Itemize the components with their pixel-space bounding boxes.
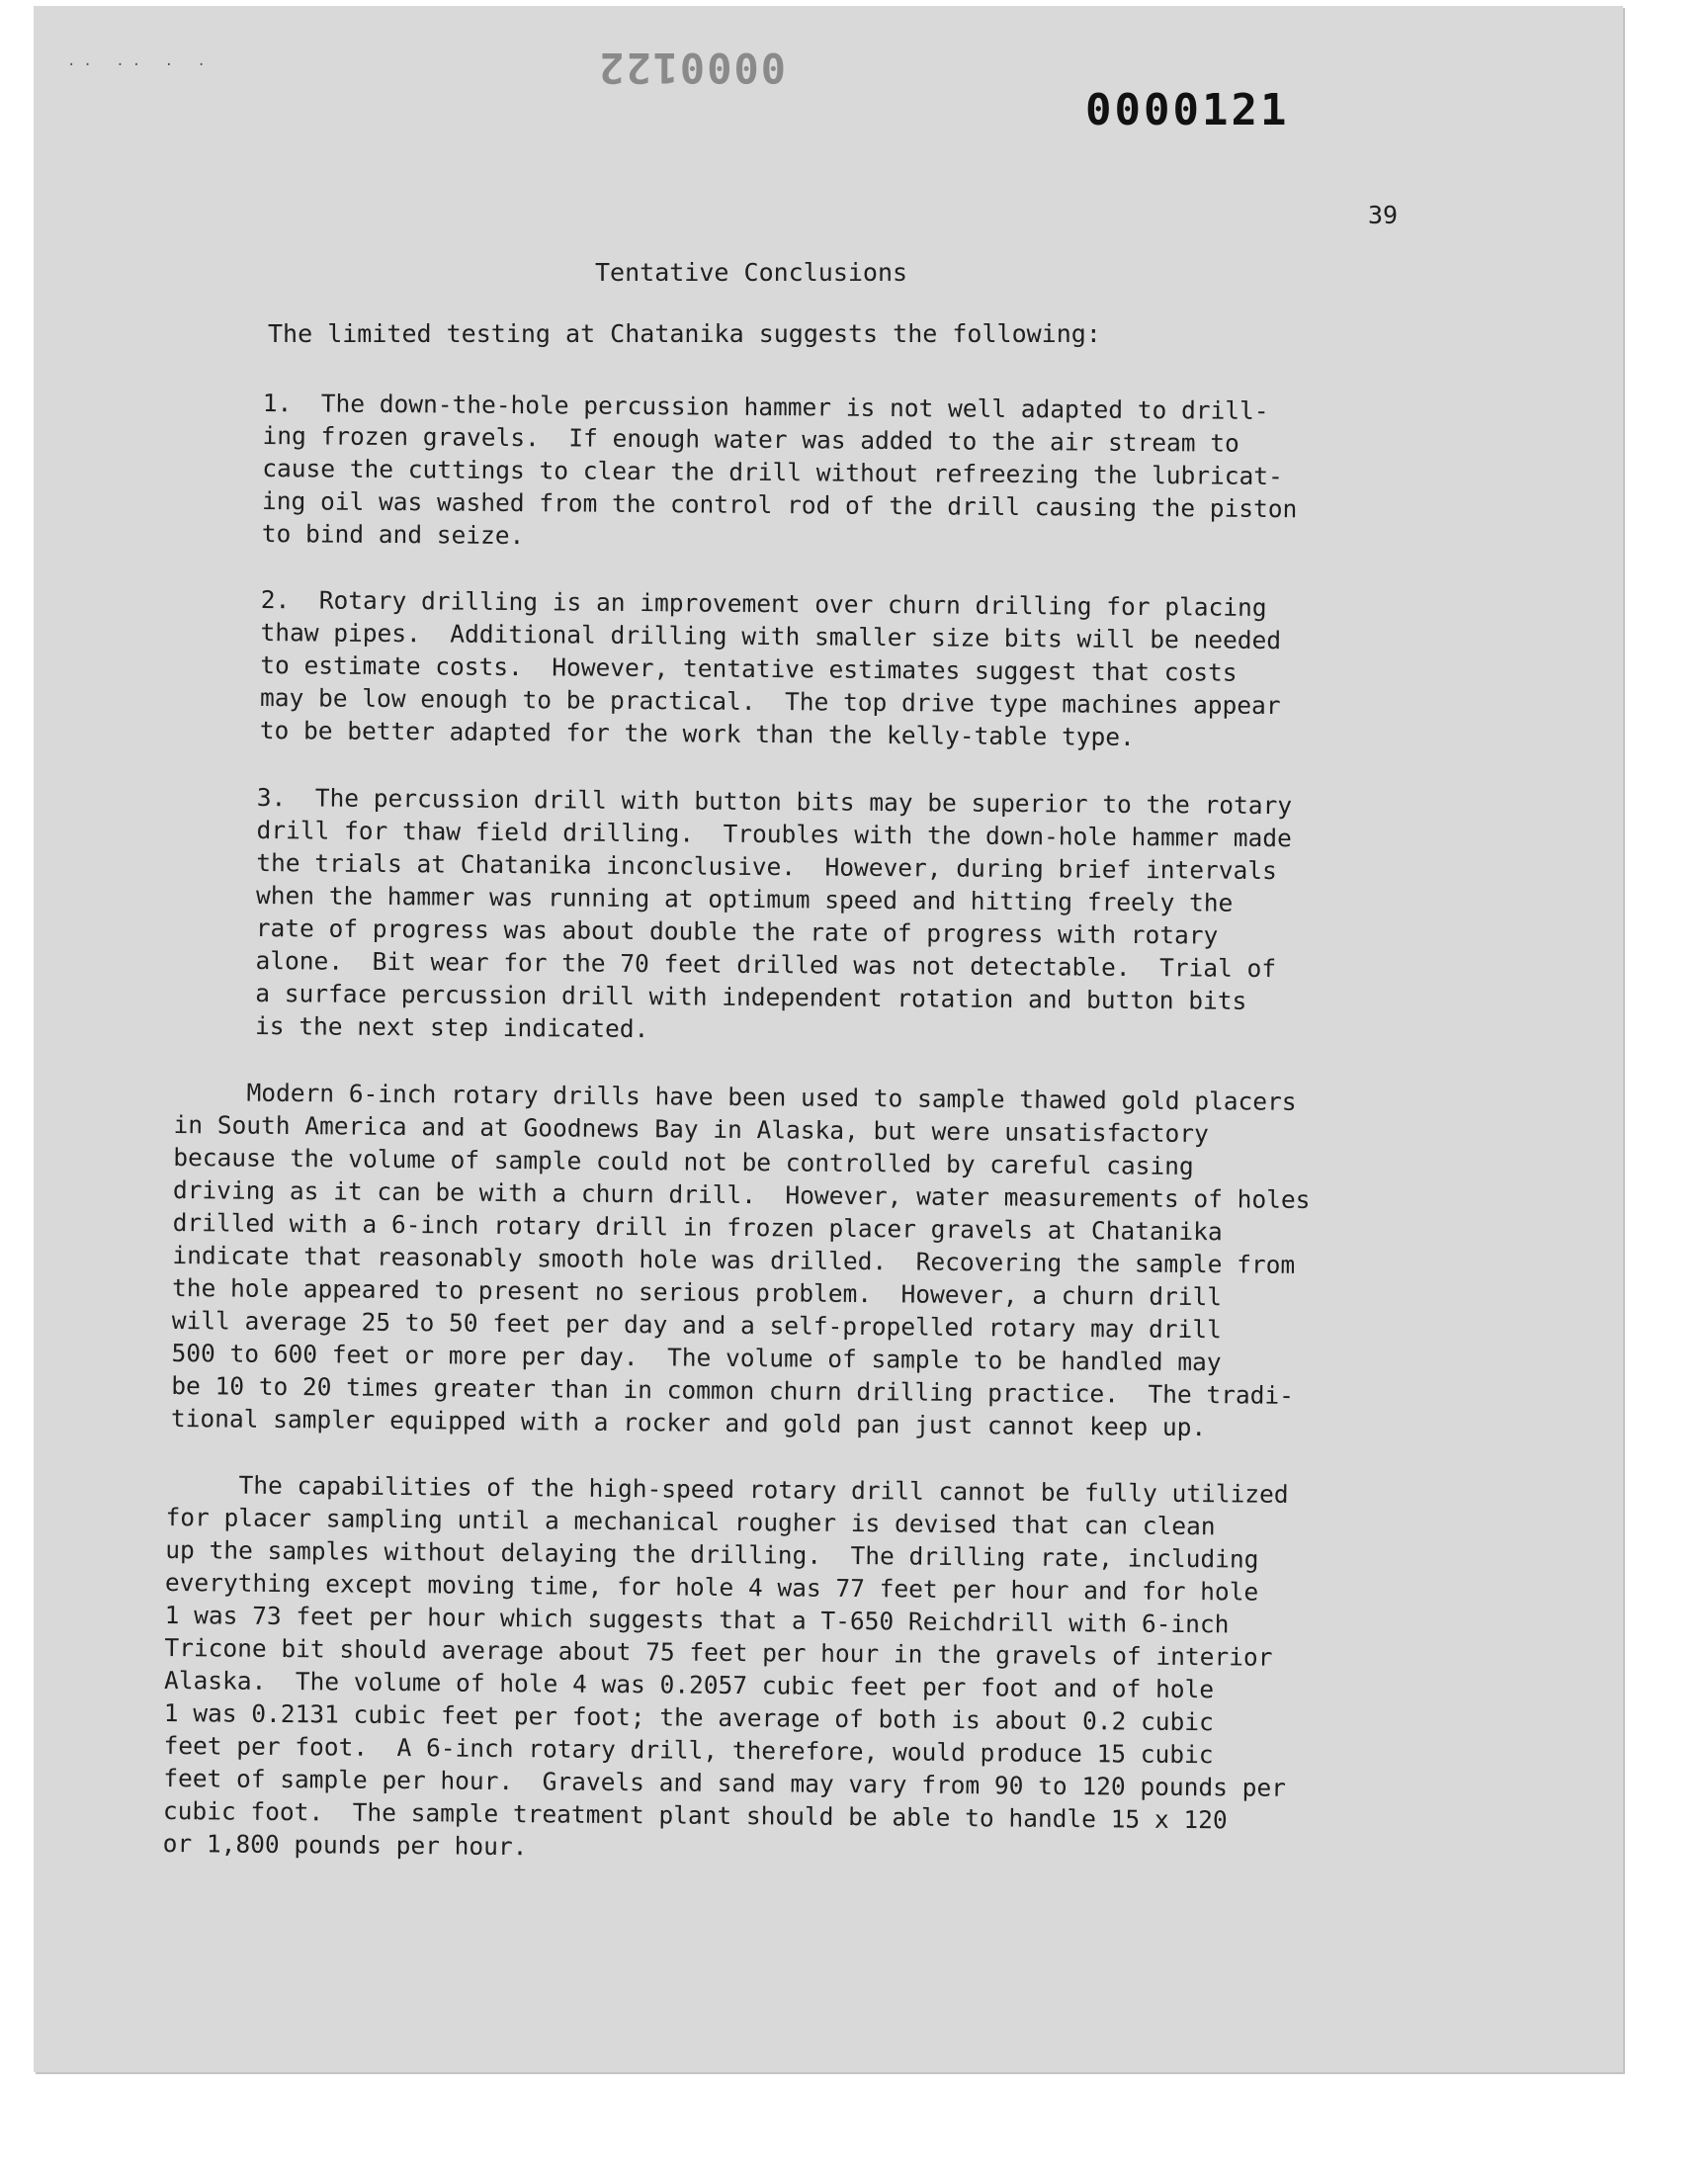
text-line: ing frozen gravels. If enough water was added to the air stream to (262, 420, 1239, 458)
text-line: the hole appeared to present no serious problem. However, a churn drill (172, 1272, 1223, 1312)
text-line: will average 25 to 50 feet per day and a self-propelled rotary may drill (171, 1305, 1222, 1345)
text-line: be 10 to 20 times greater than in common churn drilling practice. The tradi- (171, 1370, 1295, 1410)
text-line: alone. Bit wear for the 70 feet drilled was not detectable. Trial of (255, 945, 1277, 984)
text-line: driving as it can be with a churn drill. However, water measurements of holes (172, 1174, 1311, 1215)
text-line: 1 was 73 feet per hour which suggests that a T-650 Reichdrill with 6-inch (164, 1600, 1230, 1639)
text-line: may be low enough to be practical. The top drive type machines appear (259, 682, 1281, 721)
text-line: The capabilities of the high-speed rotary drill cannot be fully utilized (165, 1469, 1289, 1509)
text-line: cubic foot. The sample treatment plant should be able to handle 15 x 120 (162, 1795, 1228, 1835)
text-line: for placer sampling until a mechanical rougher is devised that can clean (165, 1502, 1216, 1541)
text-line: up the samples without delaying the drilling. The drilling rate, including (165, 1534, 1259, 1574)
text-line: or 1,800 pounds per hour. (162, 1828, 528, 1862)
scan-specks: ·· ·· · · (67, 57, 214, 73)
text-line: 1 was 0.2131 cubic feet per foot; the average of both is about 0.2 cubic (163, 1697, 1214, 1737)
text-line: cause the cuttings to clear the drill without refreezing the lubricat- (262, 453, 1283, 491)
text-line: to bind and seize. (261, 518, 525, 551)
text-line: ing oil was washed from the control rod of the drill causing the piston (261, 485, 1298, 524)
text-line: is the next step indicated. (254, 1010, 649, 1044)
conclusion-item-3 (255, 781, 1292, 1050)
text-line: 3. The percussion drill with button bits may be superior to the rotary (256, 782, 1293, 821)
document-page (34, 6, 1623, 2072)
page-number: 39 (1368, 201, 1399, 229)
section-heading: Tentative Conclusions (595, 258, 908, 287)
body-paragraph-1 (171, 1076, 1312, 1444)
text-line: drilled with a 6-inch rotary drill in frozen placer gravels at Chatanika (172, 1207, 1223, 1247)
text-line: to be better adapted for the work than the kelly-table type. (259, 715, 1135, 751)
text-line: Tricone bit should average about 75 feet per hour in the gravels of interior (164, 1632, 1273, 1672)
text-line: 1. The down-the-hole percussion hammer is not well adapted to drill- (262, 388, 1269, 425)
text-line: Alaska. The volume of hole 4 was 0.2057 cubic feet per foot and of hole (164, 1665, 1215, 1704)
conclusion-item-1 (262, 387, 1299, 558)
text-line: 2. Rotary drilling is an improvement over churn drilling for placing (260, 584, 1267, 622)
scan-bottom-margin (0, 2106, 1708, 2175)
mirrored-stamp-number: 0000122 (597, 44, 787, 92)
text-line: feet of sample per hour. Gravels and sand may vary from 90 to 120 pounds per (163, 1763, 1287, 1802)
text-line: to estimate costs. However, tentative estimates suggest that costs (260, 650, 1238, 687)
text-line: indicate that reasonably smooth hole was drilled. Recovering the sample from (172, 1240, 1296, 1279)
text-line: Modern 6-inch rotary drills have been used to sample thawed gold placers (173, 1077, 1297, 1116)
body-paragraph-2 (163, 1468, 1289, 1870)
text-line: rate of progress was about double the rate of progress with rotary (255, 913, 1219, 950)
text-line: because the volume of sample could not be controlled by careful casing (173, 1142, 1194, 1181)
text-line: the trials at Chatanika inconclusive. However, during brief intervals (256, 847, 1277, 886)
conclusion-item-2 (260, 583, 1282, 754)
intro-sentence: The limited testing at Chatanika suggests the following: (268, 319, 1101, 348)
text-line: in South America and at Goodnews Bay in Alaska, but were unsatisfactory (173, 1109, 1209, 1149)
text-line: everything except moving time, for hole 4 was 77 feet per hour and for hole (164, 1567, 1259, 1607)
text-line: when the hammer was running at optimum speed and hitting freely the (255, 880, 1234, 917)
text-line: thaw pipes. Additional drilling with smaller size bits will be needed (260, 617, 1282, 655)
text-line: tional sampler equipped with a rocker and gold pan just cannot keep up. (170, 1403, 1207, 1442)
text-line: 500 to 600 feet or more per day. The volume of sample to be handled may (171, 1338, 1222, 1377)
stamp-number: 0000121 (1085, 85, 1290, 135)
text-line: drill for thaw field drilling. Troubles with the down-hole hammer made (256, 815, 1292, 853)
text-line: feet per foot. A 6-inch rotary drill, therefore, would produce 15 cubic (163, 1730, 1214, 1770)
text-line: a surface percussion drill with independent rotation and button bits (255, 978, 1247, 1015)
